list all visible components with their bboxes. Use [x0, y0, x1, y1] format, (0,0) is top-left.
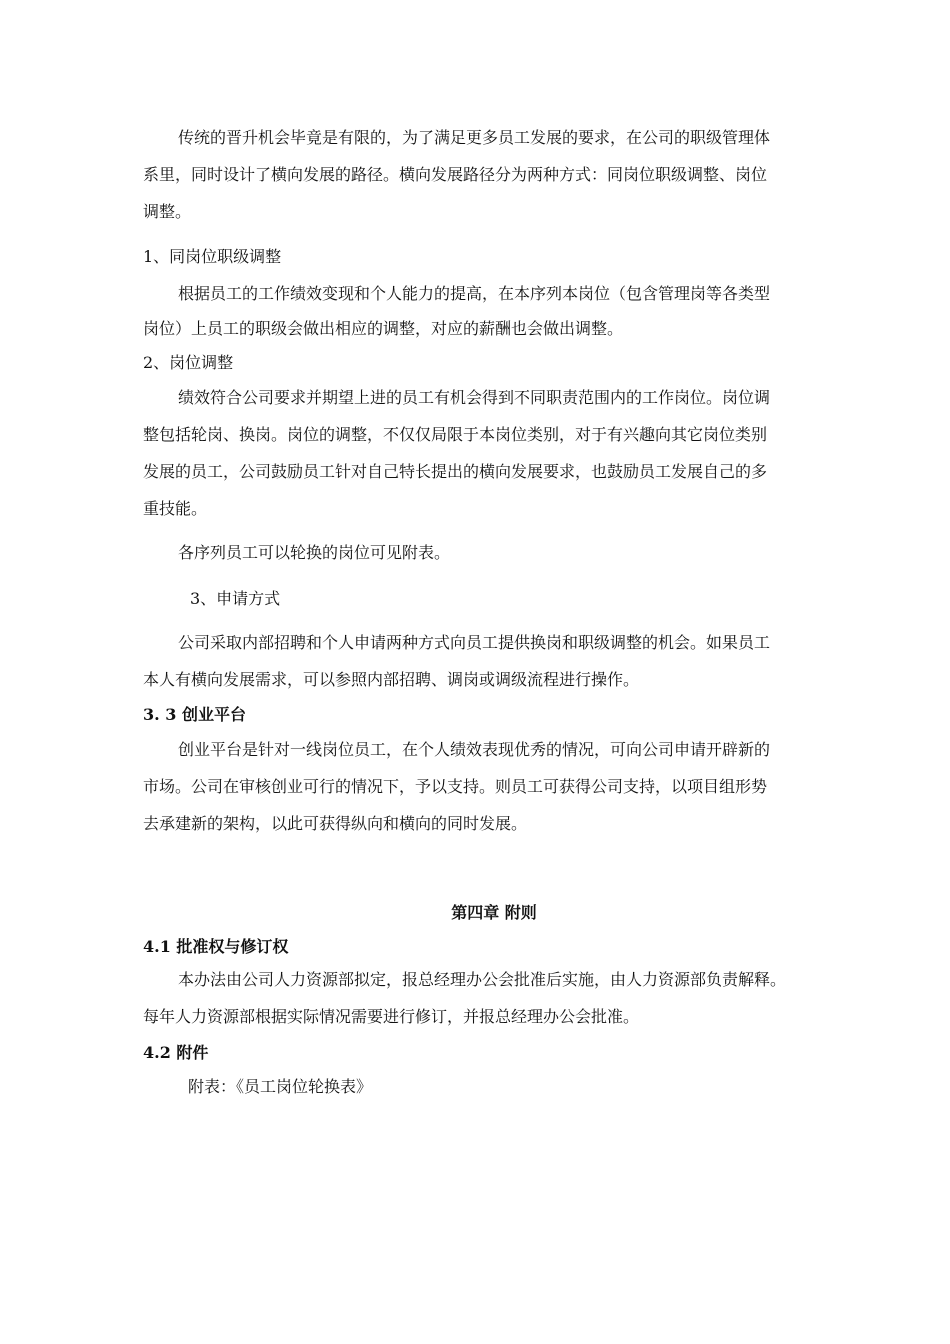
paragraph-line: 重技能。: [143, 499, 208, 518]
paragraph-line: 每年人力资源部根据实际情况需要进行修订，并报总经理办公会批准。: [143, 1007, 640, 1026]
section-heading: 3、申请方式: [190, 589, 281, 608]
paragraph-line: 根据员工的工作绩效变现和个人能力的提高，在本序列本岗位（包含管理岗等各类型: [178, 284, 771, 303]
paragraph-line: 公司采取内部招聘和个人申请两种方式向员工提供换岗和职级调整的机会。如果员工: [178, 633, 771, 652]
paragraph-line: 市场。公司在审核创业可行的情况下，予以支持。则员工可获得公司支持，以项目组形势: [143, 777, 768, 796]
paragraph-line: 传统的晋升机会毕竟是有限的，为了满足更多员工发展的要求，在公司的职级管理体: [178, 128, 771, 147]
section-heading: 1、同岗位职级调整: [143, 247, 282, 266]
subsection-heading: 3. 3 创业平台: [143, 705, 246, 724]
paragraph-line: 发展的员工，公司鼓励员工针对自己特长提出的横向发展要求，也鼓励员工发展自己的多: [143, 462, 768, 481]
paragraph-line: 绩效符合公司要求并期望上进的员工有机会得到不同职责范围内的工作岗位。岗位调: [178, 388, 771, 407]
paragraph-line: 创业平台是针对一线岗位员工，在个人绩效表现优秀的情况，可向公司申请开辟新的: [178, 740, 771, 759]
chapter-title: 第四章 附则: [451, 903, 537, 922]
paragraph-line: 整包括轮岗、换岗。岗位的调整，不仅仅局限于本岗位类别，对于有兴趣向其它岗位类别: [143, 425, 768, 444]
paragraph-line: 岗位）上员工的职级会做出相应的调整，对应的薪酬也会做出调整。: [143, 319, 624, 338]
paragraph-line: 去承建新的架构，以此可获得纵向和横向的同时发展。: [143, 814, 528, 833]
paragraph-line: 本人有横向发展需求，可以参照内部招聘、调岗或调级流程进行操作。: [143, 670, 640, 689]
paragraph-line: 本办法由公司人力资源部拟定，报总经理办公会批准后实施，由人力资源部负责解释。: [178, 970, 787, 989]
attachment-line: 附表：《员工岗位轮换表》: [188, 1077, 373, 1096]
subsection-heading: 4.1 批准权与修订权: [143, 937, 289, 956]
section-heading: 2、岗位调整: [143, 353, 234, 372]
paragraph-line: 各序列员工可以轮换的岗位可见附表。: [178, 543, 451, 562]
paragraph-line: 调整。: [143, 202, 192, 221]
paragraph-line: 系里，同时设计了横向发展的路径。横向发展路径分为两种方式：同岗位职级调整、岗位: [143, 165, 768, 184]
subsection-heading: 4.2 附件: [143, 1043, 209, 1062]
